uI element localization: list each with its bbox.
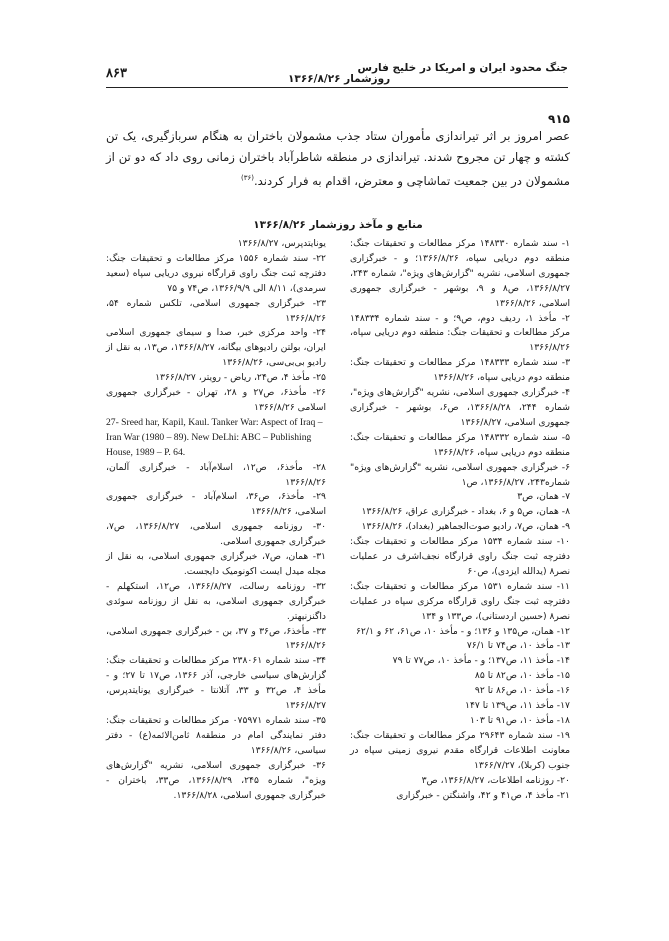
footnote-marker: (۳۶) bbox=[240, 174, 254, 182]
reference-item: ۲۳- خبرگزاری جمهوری اسلامی، تلکس شماره ۵۴، ۱۳۶۶/۸/۲۶ bbox=[106, 297, 326, 324]
reference-item: ۴- خبرگزاری جمهوری اسلامی، نشریه "گزارش‌های ویژه"، شماره ۲۴۴، ۱۳۶۶/۸/۲۸، ص۶، بوشهر - خبرگزاری جمهوری اسلامی، ۱۳۶۶/۸/۲۷ bbox=[350, 387, 571, 428]
reference-item: ۲۹- مأخذ۶، ص۳۶، اسلام‌آباد - خبرگزاری جمهوری اسلامی، ۱۳۶۶/۸/۲۶ bbox=[106, 491, 326, 518]
reference-item: ۷- همان، ص۳ bbox=[517, 491, 570, 503]
entry-body: عصر امروز بر اثر تیراندازی مأموران ستاد جذب مشمولان باختران به هنگام سربازگیری، یک تن کشته و چهار تن مجروح شدند. تیراندازی در منطقه شاطرآباد باختران زمانی روی داد که دو تن از مشمولان در بین جمعیت تماشاچی و معترض، اقدام به فرار کردند. bbox=[106, 129, 570, 188]
reference-item: ۲۴- واحد مرکزی خبر، صدا و سیمای جمهوری اسلامی ایران، بولتن رادیوهای بیگانه، ۱۳۶۶/۸/۲۷، ص۱۳، به نقل از رادیو بی‌بی‌سی، ۱۳۶۶/۸/۲۶ bbox=[106, 327, 326, 369]
reference-item: ۳- سند شماره ۱۴۸۳۳۳ مرکز مطالعات و تحقیقات جنگ: منطقه دوم دریایی سپاه، ۱۳۶۶/۸/۲۶ bbox=[350, 357, 570, 384]
reference-item: ۲۵- مأخذ ۴، ص۲۴، ریاض - رویتر، ۱۳۶۶/۸/۲۷ bbox=[155, 372, 326, 384]
reference-item: ۲۱- مأخذ ۴، ص۴۱ و ۴۲، واشنگتن - خبرگزاری bbox=[396, 789, 570, 801]
reference-item: ۱- سند شماره ۱۴۸۳۳۰ مرکز مطالعات و تحقیقات جنگ: منطقه دوم دریایی سپاه، ۱۳۶۶/۸/۲۶؛ و - خبرگزاری جمهوری اسلامی، نشریه "گزارش‌های ویژه"، شماره ۲۴۳، ۱۳۶۶/۸/۲۷، ص۸ و ۹، بوشهر - خبرگزاری جمهوری اسلامی، ۱۳۶۶/۸/۲۶ bbox=[350, 238, 570, 309]
book-title: جنگ محدود ایران و امریکا در خلیج فارس bbox=[357, 62, 568, 74]
reference-item: ۱۴- مأخذ ۱۱، ص۱۳۷؛ و - مأخذ ۱۰، ص۷۷ تا ۷۹ bbox=[392, 655, 570, 667]
sources-heading: منابع و مآخذ روزشمار ۱۳۶۶/۸/۲۶ bbox=[253, 219, 423, 231]
reference-item: ۳۴- سند شماره ۲۳۸۰۶۱ مرکز مطالعات و تحقیقات جنگ: گزارش‌های سیاسی خارجی، آذر ۱۳۶۶، ص۱۷ تا ۲۷؛ و - مأخذ ۴، ص۳۲ و ۳۳، آتلانتا - خبرگزاری یونایتدپرس، ۱۳۶۶/۸/۲۷ bbox=[106, 655, 327, 712]
reference-item: ۳۵- سند شماره ۰۷۵۹۷۱ مرکز مطالعات و تحقیقات جنگ: دفتر نمایندگی امام در منطقه۸ ثامن‌الائمه(ع) - دفتر سیاسی، ۱۳۶۶/۸/۲۶ bbox=[106, 715, 326, 756]
reference-item: ۳۱- همان، ص۷، خبرگزاری جمهوری اسلامی، به نقل از مجله میدل ایست اکونومیک دایجست. bbox=[106, 551, 326, 577]
reference-item: ۳۳- مأخذ۶، ص۳۶ و ۳۷، بن - خبرگزاری جمهوری اسلامی، ۱۳۶۶/۸/۲۶ bbox=[106, 625, 326, 652]
reference-item: ۱۰- سند شماره ۱۵۳۴ مرکز مطالعات و تحقیقات جنگ: دفترچه ثبت جنگ راوی قرارگاه نجف‌اشرف در عملیات نصر۸ (یدالله ایزدی)، ص۶۰ bbox=[350, 536, 570, 577]
running-date: روزشمار ۱۳۶۶/۸/۲۶ bbox=[288, 73, 391, 85]
reference-item: ۱۵- مأخذ ۱۰، ص۸۲ تا ۸۵ bbox=[474, 670, 570, 682]
reference-item: ۱۷- مأخذ ۱۱، ص۱۳۹ تا ۱۴۷ bbox=[465, 700, 570, 712]
entry-paragraph bbox=[106, 126, 570, 192]
entry-number: ۹۱۵ bbox=[548, 112, 570, 126]
reference-item: ۳۶- خبرگزاری جمهوری اسلامی، نشریه "گزارش‌های ویژه"، شماره ۲۴۵، ۱۳۶۶/۸/۲۹، ص۳۳، باختران - خبرگزاری جمهوری اسلامی، ۱۳۶۶/۸/۲۸. bbox=[106, 759, 326, 801]
reference-item: ۱۸- مأخذ ۱۰، ص۹۱ تا ۱۰۳ bbox=[469, 715, 570, 726]
header-rule bbox=[106, 87, 568, 88]
reference-item: یونایتدپرس، ۱۳۶۶/۸/۲۷ bbox=[237, 238, 326, 249]
reference-item: ۱۹- سند شماره ۲۹۶۴۳ مرکز مطالعات و تحقیقات جنگ: معاونت اطلاعات قرارگاه مقدم نیروی زمینی سپاه در جنوب (کربلا)، ۱۳۶۶/۷/۲۷ bbox=[350, 729, 570, 771]
reference-item: ۱۳- مأخذ ۱۰، ص۷۴ تا ۷۶/۱ bbox=[466, 640, 570, 652]
reference-item: ۸- همان، ص۵ و ۶، بغداد - خبرگزاری عراق، ۱۳۶۶/۸/۲۶ bbox=[361, 506, 570, 518]
reference-item: ۱۶- مأخذ ۱۰، ص۸۶ تا ۹۲ bbox=[474, 685, 570, 697]
reference-item: ۲۶- مأخذ۶، ص۲۷ و ۲۸، تهران - خبرگزاری جمهوری اسلامی ۱۳۶۶/۸/۲۶ bbox=[106, 387, 326, 413]
page-header bbox=[106, 62, 568, 88]
reference-item: ۲۲- سند شماره ۱۵۵۶ مرکز مطالعات و تحقیقات جنگ: دفترچه ثبت جنگ راوی قرارگاه نیروی دریایی سپاه (سعید سرمدی)، ۸/۱۱ الی ۱۳۶۶/۹/۹، ص۷۴ و ۷۵ bbox=[106, 252, 326, 294]
references-right-column bbox=[350, 237, 570, 803]
reference-item: ۵- سند شماره ۱۴۸۳۳۲ مرکز مطالعات و تحقیقات جنگ: منطقه دوم دریایی سپاه، ۱۳۶۶/۸/۲۶ bbox=[350, 431, 570, 458]
reference-item: ۲۸- مأخذ۶، ص۱۲، اسلام‌آباد - خبرگزاری آلمان، ۱۳۶۶/۸/۲۶ bbox=[106, 461, 326, 488]
reference-item: ۹- همان، ص۷، رادیو صوت‌الجماهیر (بغداد)، ۱۳۶۶/۸/۲۶ bbox=[361, 521, 570, 533]
reference-item: ۱۲- همان، ص۱۳۵ و ۱۳۶؛ و - مأخذ ۱۰، ص۶۱، ۶۲ و ۶۲/۱ bbox=[356, 625, 570, 637]
reference-item: ۱۱- سند شماره ۱۵۳۱ مرکز مطالعات و تحقیقات جنگ: دفترچه ثبت جنگ راوی قرارگاه مرکزی سپاه در عملیات نصر۸ (حسین اردستانی)، ص۱۳۳ و ۱۳۴ bbox=[350, 580, 570, 622]
reference-item: ۲- مأخذ ۱، ردیف دوم، ص۹؛ و - سند شماره ۱۴۸۳۳۴ مرکز مطالعات و تحقیقات جنگ: منطقه دوم دریایی سپاه، ۱۳۶۶/۸/۲۶ bbox=[350, 312, 570, 354]
references-left-column bbox=[106, 237, 326, 803]
reference-item: ۳۲- روزنامه رسالت، ۱۳۶۶/۸/۲۷، ص۱۲، استکهلم - خبرگزاری جمهوری اسلامی، به نقل از روزنامه سوئدی داگنزنیهتر. bbox=[106, 580, 326, 622]
reference-item: ۶- خبرگزاری جمهوری اسلامی، نشریه "گزارش‌های ویژه" شماره۲۴۳، ۱۳۶۶/۸/۲۷، ص۱ bbox=[350, 461, 570, 488]
reference-item: 27- Sreed har, Kapil, Kaul. Tanker War: Aspect of Iraq – Iran War (1980 – 89). New DeLhi: ABC – Publishing House, 1989 – P. 64. bbox=[106, 416, 323, 458]
reference-item: ۲۰- روزنامه اطلاعات، ۱۳۶۶/۸/۲۷، ص۳ bbox=[421, 774, 570, 786]
reference-item: ۳۰- روزنامه جمهوری اسلامی، ۱۳۶۶/۸/۲۷، ص۷، خبرگزاری جمهوری اسلامی. bbox=[106, 521, 327, 548]
page-number: ۸۶۳ bbox=[106, 66, 127, 81]
